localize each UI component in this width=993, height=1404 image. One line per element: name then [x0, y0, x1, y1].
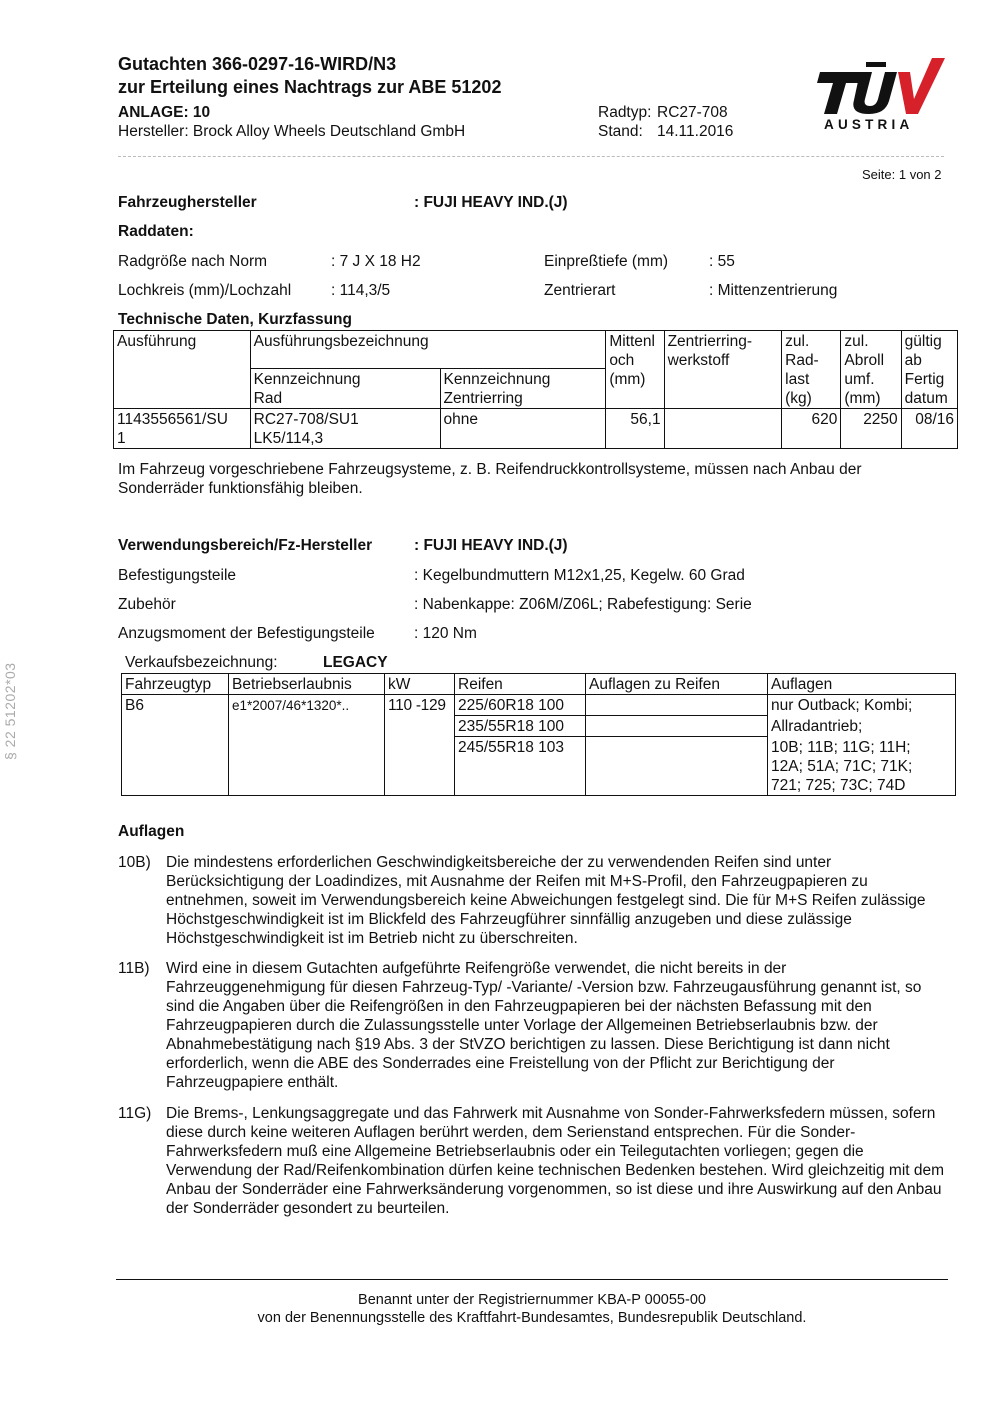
cell-auflagen-reifen-2 — [586, 716, 768, 737]
stand-label: Stand: — [598, 123, 643, 140]
th-zentrierring: Zentrierring- werkstoff — [664, 331, 782, 409]
tuv-austria-logo — [812, 52, 952, 142]
th-betriebserlaubnis: Betriebserlaubnis — [229, 674, 385, 695]
footer-line-1: Benannt unter der Registriernummer KBA-P 00055-00 — [358, 1292, 706, 1308]
stand-value: 14.11.2016 — [657, 123, 734, 140]
radtyp-value: RC27-708 — [657, 104, 728, 121]
auflage-11b — [118, 959, 948, 1093]
table-row — [122, 695, 956, 716]
auflage-code: 11B) — [118, 960, 150, 977]
verkaufsbezeichnung-label: Verkaufsbezeichnung: — [125, 654, 278, 671]
document-subtitle: zur Erteilung eines Nachtrags zur ABE 51202 — [118, 77, 502, 97]
vehicle-table — [121, 673, 956, 796]
radtyp-label: Radtyp: — [598, 104, 652, 121]
cell-radlast: 620 — [782, 409, 841, 449]
footer-divider — [116, 1279, 948, 1280]
cell-reifen-1: 225/60R18 100 — [455, 695, 586, 716]
auflage-10b — [118, 853, 948, 949]
lochkreis-value: : 114,3/5 — [331, 282, 391, 299]
radgroesse-label: Radgröße nach Norm — [118, 253, 268, 270]
cell-auflagen-3: 10B; 11B; 11G; 11H; — [771, 738, 911, 756]
document-title: Gutachten 366-0297-16-WIRD/N3 — [118, 54, 397, 74]
cell-auflagen-4: 12A; 51A; 71C; 71K; — [771, 757, 913, 775]
cell-mittenloch: 56,1 — [606, 409, 664, 449]
lochkreis-label: Lochkreis (mm)/Lochzahl — [118, 282, 292, 299]
cell-auflagen-1: nur Outback; Kombi; — [768, 695, 956, 716]
einpresstiefe-value: : 55 — [709, 253, 735, 270]
cell-fahrzeugtyp: B6 — [122, 695, 229, 796]
verkaufsbezeichnung-value: LEGACY — [323, 654, 388, 671]
befestigung-label: Befestigungsteile — [118, 567, 237, 584]
header-divider — [118, 156, 944, 157]
auflage-code: 10B) — [118, 854, 151, 871]
tech-data-table — [113, 330, 958, 449]
th-reifen: Reifen — [455, 674, 586, 695]
auflage-code: 11G) — [118, 1105, 152, 1122]
cell-ausfuehrung: 1143556561/SU 1 — [114, 409, 251, 449]
cell-reifen-2: 235/55R18 100 — [455, 716, 586, 737]
fahrzeughersteller-value: : FUJI HEAVY IND.(J) — [414, 194, 568, 211]
hersteller-text: Hersteller: Brock Alloy Wheels Deutschland GmbH — [118, 123, 466, 140]
auflagen-heading: Auflagen — [118, 823, 185, 840]
cell-auflagen-reifen-3 — [586, 737, 768, 796]
anzugsmoment-value: : 120 Nm — [414, 625, 477, 642]
zentrierart-value: : Mittenzentrierung — [709, 282, 838, 299]
verwendungsbereich-label: Verwendungsbereich/Fz-Hersteller — [118, 537, 373, 554]
th-radlast: zul. Rad- last (kg) — [782, 331, 841, 409]
cell-auflagen-reifen-1 — [586, 695, 768, 716]
th-auflagen-zu-reifen: Auflagen zu Reifen — [586, 674, 768, 695]
th-kenn-zentr: Kennzeichnung Zentrierring — [440, 369, 606, 409]
th-kenn-rad: Kennzeichnung Rad — [250, 369, 440, 409]
tuv-logo-mark — [812, 52, 952, 142]
th-bezeichnung: Ausführungsbezeichnung — [250, 331, 606, 369]
cell-auflagen-5: 721; 725; 73C; 74D — [771, 776, 906, 794]
einpresstiefe-label: Einpreßtiefe (mm) — [544, 253, 669, 270]
cell-gueltig: 08/16 — [901, 409, 957, 449]
auflage-text: Die mindestens erforderlichen Geschwindigkeitsbereiche der zu verwendenden Reifen sind unter Berücksichtigung der Loadindizes, mit Ausnahme der Reifen mit M+S-Profil, den Fahrzeugpapieren zu entnehmen, soweit im Verwendungsbereich keine Abweichungen festgelegt sind. Die für M+S Reifen zulässige Höchstgeschwindigkeit ist im Blickfeld des Fahrzeugführer sinnfällig anzugeben und diese zulässige Höchstgeschwindigkeit ist im Betrieb nicht zu überschreiten. — [166, 854, 926, 947]
th-auflagen: Auflagen — [768, 674, 956, 695]
radgroesse-value: : 7 J X 18 H2 — [331, 253, 421, 270]
th-mittenloch: Mittenl och (mm) — [606, 331, 664, 409]
cell-kw: 110 -129 — [385, 695, 455, 796]
th-ausfuehrung: Ausführung — [114, 331, 251, 409]
anlage-label: ANLAGE: 10 — [118, 104, 211, 121]
th-kw: kW — [385, 674, 455, 695]
anzugsmoment-label: Anzugsmoment der Befestigungsteile — [118, 625, 375, 642]
zentrierart-label: Zentrierart — [544, 282, 616, 299]
fahrzeughersteller-label: Fahrzeughersteller — [118, 194, 257, 211]
raddaten-heading: Raddaten: — [118, 223, 194, 240]
footer-line-2: von der Benennungsstelle des Kraftfahrt-Bundesamtes, Bundesrepublik Deutschland. — [257, 1310, 807, 1326]
auflage-text: Die Brems-, Lenkungsaggregate und das Fahrwerk mit Ausnahme von Sonder-Fahrwerksfedern müssen, sofern diese durch keine weiteren Auflagen berührt werden, dem Serienstand entsprechen. Für die Sonder-Fahrwerksfedern muß eine Allgemeine Betriebserlaubnis oder ein Teilegutachten vorliegen; gegen die Verwendung der Rad/Reifenkombination dürfen keine technischen Bedenken bestehen. Wird gleichzeitig mit dem Anbau der Sonderräder eine Fahrwerksänderung vorgenommen, so ist diese und ihre Auswirkung auf den Anbau der Sonderräder gesondert zu beurteilen. — [166, 1105, 945, 1217]
cell-reifen-3: 245/55R18 103 — [455, 737, 586, 796]
auflage-text: Wird eine in diesem Gutachten aufgeführte Reifengröße verwendet, die nicht bereits in der Fahrzeuggenehmigung für diesen Fahrzeug-Typ/ -Variante/ -Version bzw. Fahrzeugausführung genannt ist, so sind die Angaben über die Reifengrößen in den Fahrzeugpapieren bei der nächsten Befassung mit den Fahrzeugpapieren durch die Zulassungsstelle unter Vorlage der Allgemeinen Betriebserlaubnis bzw. der Abnahmebestätigung nach §19 Abs. 3 der StVZO berichtigen zu lassen. Diese Berichtigung ist dann nicht erforderlich, wenn die ABE des Sonderrades eine Freistellung von der Pflicht zur Berichtigung der Fahrzeugpapiere enthält. — [166, 960, 922, 1091]
befestigung-value: : Kegelbundmuttern M12x1,25, Kegelw. 60 Grad — [414, 567, 745, 584]
side-stamp: § 22 51202*03 — [2, 662, 18, 760]
auflage-11g — [118, 1104, 948, 1219]
tech-heading: Technische Daten, Kurzfassung — [118, 311, 352, 328]
cell-abroll: 2250 — [841, 409, 901, 449]
page-number: Seite: 1 von 2 — [862, 167, 942, 182]
table-row — [114, 409, 958, 449]
svg-text:AUSTRIA: AUSTRIA — [824, 117, 914, 132]
th-gueltig: gültig ab Fertig datum — [901, 331, 957, 409]
th-abroll: zul. Abroll umf. (mm) — [841, 331, 901, 409]
verwendungsbereich-value: : FUJI HEAVY IND.(J) — [414, 537, 568, 554]
tech-note: Im Fahrzeug vorgeschriebene Fahrzeugsysteme, z. B. Reifendruckkontrollsysteme, müssen nach Anbau der Sonderräder funktionsfähig bleiben. — [118, 461, 862, 497]
cell-betriebserlaubnis: e1*2007/46*1320*.. — [229, 695, 385, 796]
zubehoer-value: : Nabenkappe: Z06M/Z06L; Rabefestigung: Serie — [414, 596, 752, 613]
cell-auflagen-2: Allradantrieb; — [768, 716, 956, 737]
cell-kenn-zentr: ohne — [440, 409, 606, 449]
zubehoer-label: Zubehör — [118, 596, 176, 613]
th-fahrzeugtyp: Fahrzeugtyp — [122, 674, 229, 695]
cell-zentrierring — [664, 409, 782, 449]
cell-kenn-rad: RC27-708/SU1 LK5/114,3 — [250, 409, 440, 449]
